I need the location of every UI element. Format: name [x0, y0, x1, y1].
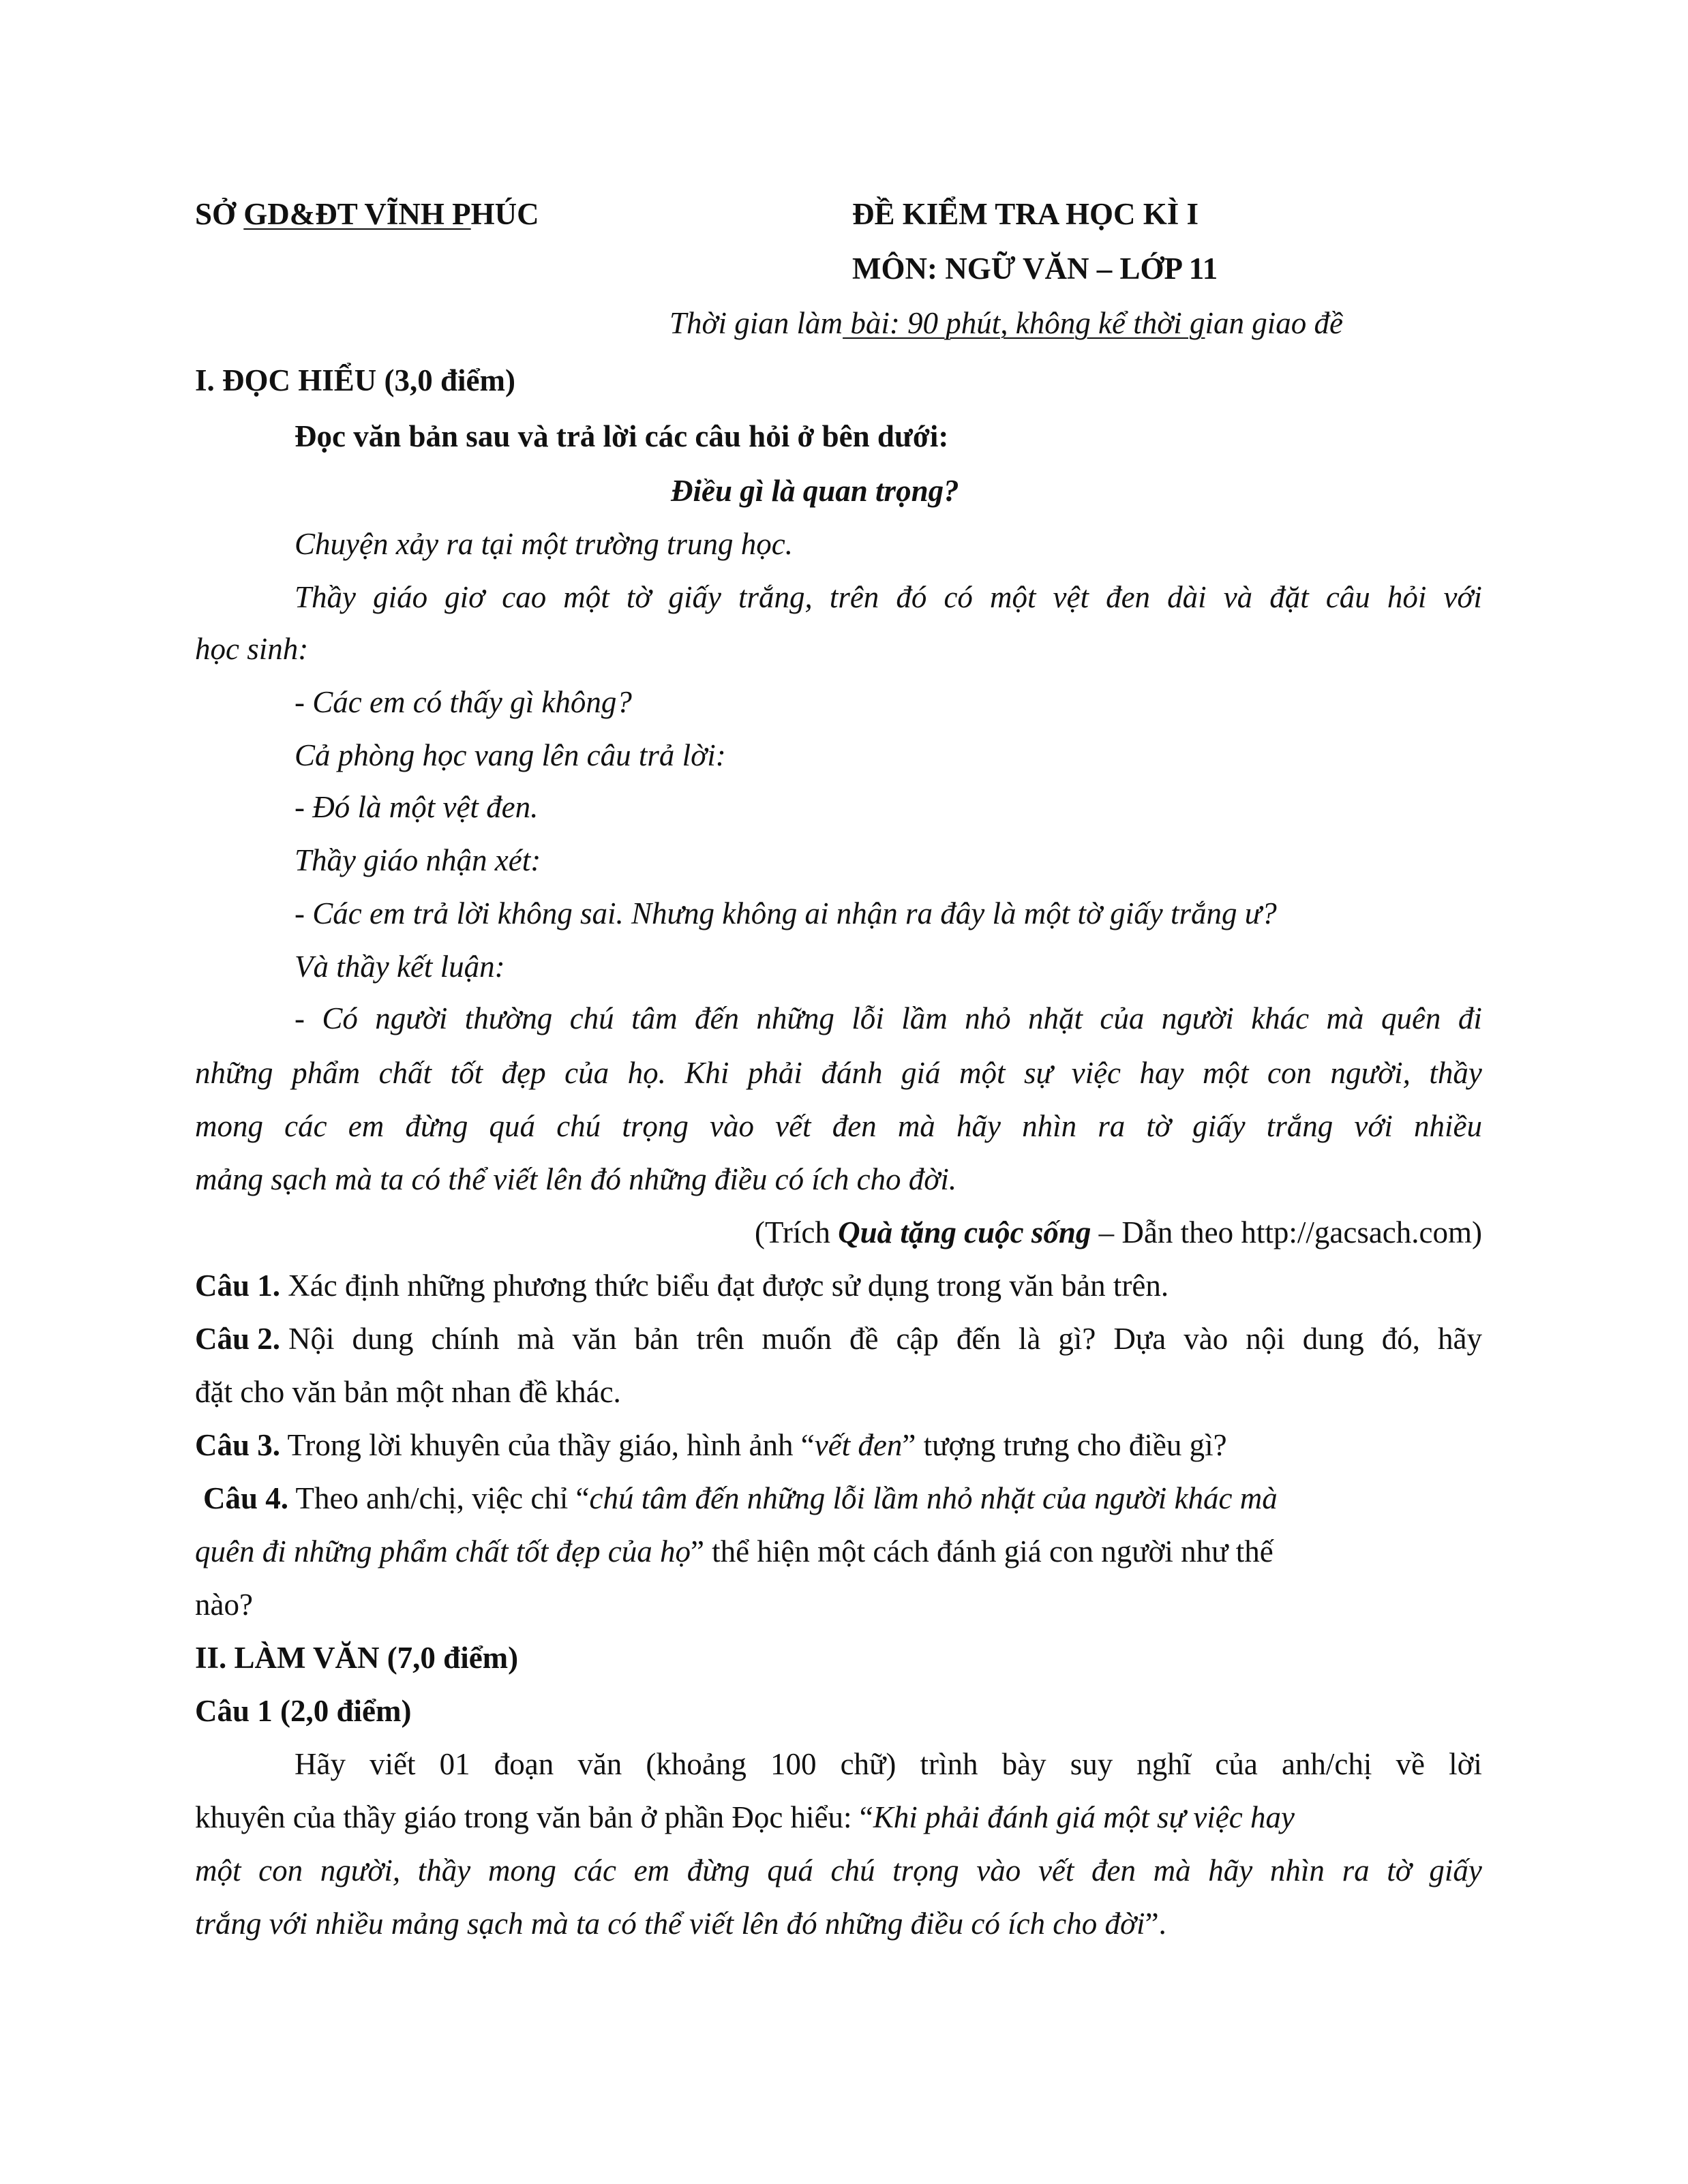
section-heading-reading: I. ĐỌC HIỂU (3,0 điểm): [195, 363, 515, 397]
writing-question-1-line: khuyên của thầy giáo trong văn bản ở phần Đọc hiểu: “Khi phải đánh giá một sự việc hay: [195, 1800, 1295, 1834]
word: đẹp: [501, 1056, 546, 1090]
word: của: [1215, 1747, 1258, 1781]
word: một: [959, 1056, 1006, 1090]
word: phẩm: [292, 1056, 361, 1090]
word: hãy: [1208, 1853, 1253, 1887]
word: đó: [896, 580, 927, 614]
word: một: [1203, 1056, 1249, 1090]
word: nghĩ: [1136, 1747, 1192, 1781]
word: trọng: [622, 1109, 689, 1143]
word: hỏi: [1387, 580, 1427, 614]
word: hãy: [1437, 1322, 1482, 1356]
word: các: [284, 1109, 327, 1143]
word: trên: [696, 1322, 744, 1356]
word: quên: [1381, 1001, 1441, 1035]
word: muốn: [762, 1322, 832, 1356]
word: trên: [829, 580, 879, 614]
word: cập: [896, 1322, 939, 1356]
word: với: [1354, 1109, 1393, 1143]
word: dung: [352, 1322, 414, 1356]
word: em: [348, 1109, 385, 1143]
word: giá: [901, 1056, 941, 1090]
word: dung: [1302, 1322, 1364, 1356]
word: tờ: [1146, 1109, 1171, 1143]
story-line: Chuyện xảy ra tại một trường trung học.: [295, 527, 793, 561]
word: trắng,: [738, 580, 813, 614]
story-line: - Các em trả lời không sai. Nhưng không ai nhận ra đây là một tờ giấy trắng ư?: [295, 896, 1277, 930]
word: mà: [1326, 1001, 1364, 1035]
word: người: [375, 1001, 448, 1035]
word: -: [295, 1001, 305, 1035]
word: văn: [577, 1747, 622, 1781]
exam-title: ĐỀ KIỂM TRA HỌC KÌ I: [852, 197, 1199, 231]
story-line: Và thầy kết luận:: [295, 950, 505, 984]
story-line: Cả phòng học vang lên câu trả lời:: [295, 738, 726, 772]
word: và: [1223, 580, 1253, 614]
word: đó,: [1381, 1322, 1420, 1356]
section-heading-writing: II. LÀM VĂN (7,0 điểm): [195, 1641, 519, 1675]
word: mong: [195, 1109, 263, 1143]
word: chữ): [840, 1747, 896, 1781]
word: giơ: [444, 580, 485, 614]
writing-question-1-line: [195, 1850, 1482, 1891]
word: Khi: [684, 1056, 729, 1090]
word: chính: [431, 1322, 500, 1356]
word: một: [563, 580, 609, 614]
word: nhiều: [1413, 1109, 1482, 1143]
word: đoạn: [494, 1747, 554, 1781]
story-line: [295, 998, 1482, 1039]
word: ra: [1098, 1109, 1126, 1143]
word: Thầy: [295, 580, 356, 614]
question-2-cont: đặt cho văn bản một nhan đề khác.: [195, 1375, 621, 1409]
word: có: [944, 580, 973, 614]
question-4-cont: nào?: [195, 1588, 253, 1622]
word: giấy: [1192, 1109, 1246, 1143]
word: một: [989, 580, 1036, 614]
word: mà: [1153, 1853, 1191, 1887]
word: ra: [1342, 1853, 1370, 1887]
word: đừng: [405, 1109, 468, 1143]
question-2: Câu 2. Nội dung chính mà văn bản trên muốn đề cập đến là gì? Dựa vào nội dung đó, hãy: [195, 1318, 1482, 1359]
story-line: [295, 577, 1482, 618]
story-line: [195, 1052, 1482, 1093]
word: vào: [1184, 1322, 1229, 1356]
writing-question-1-line: trắng với nhiều mảng sạch mà ta có thể viết lên đó những điều có ích cho đời”.: [195, 1907, 1166, 1941]
word: trọng: [892, 1853, 959, 1887]
word: một: [195, 1853, 241, 1887]
word: vệt: [1053, 580, 1089, 614]
word: tờ: [1387, 1853, 1412, 1887]
word: giấy: [1429, 1853, 1482, 1887]
word: trình: [920, 1747, 978, 1781]
word: việc: [1071, 1056, 1121, 1090]
department-name: SỞ GD&ĐT VĨNH PHÚC: [195, 197, 539, 231]
word: bản: [634, 1322, 679, 1356]
word: cao: [502, 580, 547, 614]
word: những: [756, 1001, 834, 1035]
word: các: [573, 1853, 616, 1887]
word: vào: [976, 1853, 1021, 1887]
word: giấy: [668, 580, 721, 614]
word: 01: [439, 1747, 470, 1781]
source-citation: (Trích Quà tặng cuộc sống – Dẫn theo http://gacsach.com): [754, 1215, 1482, 1249]
question-3: Câu 3. Trong lời khuyên của thầy giáo, hình ảnh “vết đen” tượng trưng cho điều gì?: [195, 1428, 1227, 1462]
word: đặt: [1269, 580, 1309, 614]
word: nội: [1246, 1322, 1285, 1356]
word: họ.: [627, 1056, 666, 1090]
word: con: [258, 1853, 303, 1887]
word: văn: [572, 1322, 617, 1356]
word: vào: [709, 1109, 754, 1143]
story-line: - Đó là một vệt đen.: [295, 790, 539, 824]
word: Dựa: [1113, 1322, 1166, 1356]
word: tâm: [631, 1001, 678, 1035]
word: đánh: [821, 1056, 883, 1090]
word: đề: [849, 1322, 879, 1356]
word: đen: [1106, 580, 1151, 614]
word: gì?: [1058, 1322, 1096, 1356]
question-1: Câu 1. Xác định những phương thức biểu đạt được sử dụng trong văn bản trên.: [195, 1269, 1169, 1303]
word: Hãy: [295, 1747, 346, 1781]
word: lời: [1449, 1747, 1482, 1781]
word: thầy: [417, 1853, 471, 1887]
word: đen: [832, 1109, 877, 1143]
story-line: Thầy giáo nhận xét:: [295, 843, 541, 877]
word: dài: [1167, 580, 1207, 614]
word: đến: [694, 1001, 739, 1035]
word: đến: [956, 1322, 1001, 1356]
exam-subject: MÔN: NGỮ VĂN – LỚP 11: [852, 252, 1218, 286]
word: đi: [1458, 1001, 1482, 1035]
story-title: Điều gì là quan trọng?: [671, 474, 959, 508]
word: nhặt: [1027, 1001, 1083, 1035]
word: người: [1161, 1001, 1234, 1035]
word: Có: [322, 1001, 358, 1035]
word: chú: [569, 1001, 614, 1035]
word: chất: [378, 1056, 432, 1090]
word: suy: [1070, 1747, 1113, 1781]
word: nhìn: [1022, 1109, 1077, 1143]
question-4-cont: quên đi những phẩm chất tốt đẹp của họ” thể hiện một cách đánh giá con người như thế: [195, 1534, 1273, 1568]
word: của: [564, 1056, 609, 1090]
word: chú: [556, 1109, 601, 1143]
question-4: Câu 4. Theo anh/chị, việc chỉ “chú tâm đến những lỗi lầm nhỏ nhặt của người khác mà: [203, 1481, 1278, 1515]
word: nhỏ: [965, 1001, 1011, 1035]
word: chú: [830, 1853, 875, 1887]
word: những: [195, 1056, 273, 1090]
word: mà: [897, 1109, 935, 1143]
word: nhìn: [1269, 1853, 1325, 1887]
word: bày: [1001, 1747, 1046, 1781]
word: sự: [1024, 1056, 1053, 1090]
word: giáo: [373, 580, 428, 614]
word: lầm: [901, 1001, 948, 1035]
exam-time: Thời gian làm bài: 90 phút, không kể thời gian giao đề: [669, 306, 1343, 340]
word: thường: [464, 1001, 553, 1035]
story-line: học sinh:: [195, 632, 309, 666]
word: khác: [1251, 1001, 1310, 1035]
story-line: - Các em có thấy gì không?: [295, 685, 632, 719]
word: Nội: [288, 1322, 335, 1356]
word: em: [633, 1853, 670, 1887]
word: người,: [1330, 1056, 1411, 1090]
word: lỗi: [851, 1001, 884, 1035]
word: hãy: [956, 1109, 1001, 1143]
word: trắng: [1266, 1109, 1333, 1143]
word: đen: [1091, 1853, 1136, 1887]
word: (khoảng: [646, 1747, 747, 1781]
word: phải: [747, 1056, 802, 1090]
word: về: [1396, 1747, 1425, 1781]
word: quá: [489, 1109, 536, 1143]
word: con: [1267, 1056, 1312, 1090]
story-line: mảng sạch mà ta có thể viết lên đó những điều có ích cho đời.: [195, 1162, 957, 1196]
word: quá: [767, 1853, 813, 1887]
word: người,: [320, 1853, 401, 1887]
writing-question-1-heading: Câu 1 (2,0 điểm): [195, 1694, 412, 1728]
story-line: [195, 1106, 1482, 1147]
word: là: [1018, 1322, 1041, 1356]
word: mà: [517, 1322, 555, 1356]
word: mong: [487, 1853, 556, 1887]
word: 100: [770, 1747, 817, 1781]
word: tốt: [450, 1056, 483, 1090]
reading-instruction: Đọc văn bản sau và trả lời các câu hỏi ở bên dưới:: [295, 419, 949, 453]
word: thầy: [1429, 1056, 1482, 1090]
word: hay: [1139, 1056, 1184, 1090]
word: đừng: [687, 1853, 750, 1887]
word: tờ: [626, 580, 652, 614]
word: viết: [370, 1747, 416, 1781]
word: với: [1443, 580, 1482, 614]
word: câu: [1325, 580, 1370, 614]
word: vết: [1038, 1853, 1074, 1887]
writing-question-1-line: [295, 1744, 1482, 1785]
word: vết: [775, 1109, 811, 1143]
word: anh/chị: [1281, 1747, 1372, 1781]
word: của: [1100, 1001, 1145, 1035]
